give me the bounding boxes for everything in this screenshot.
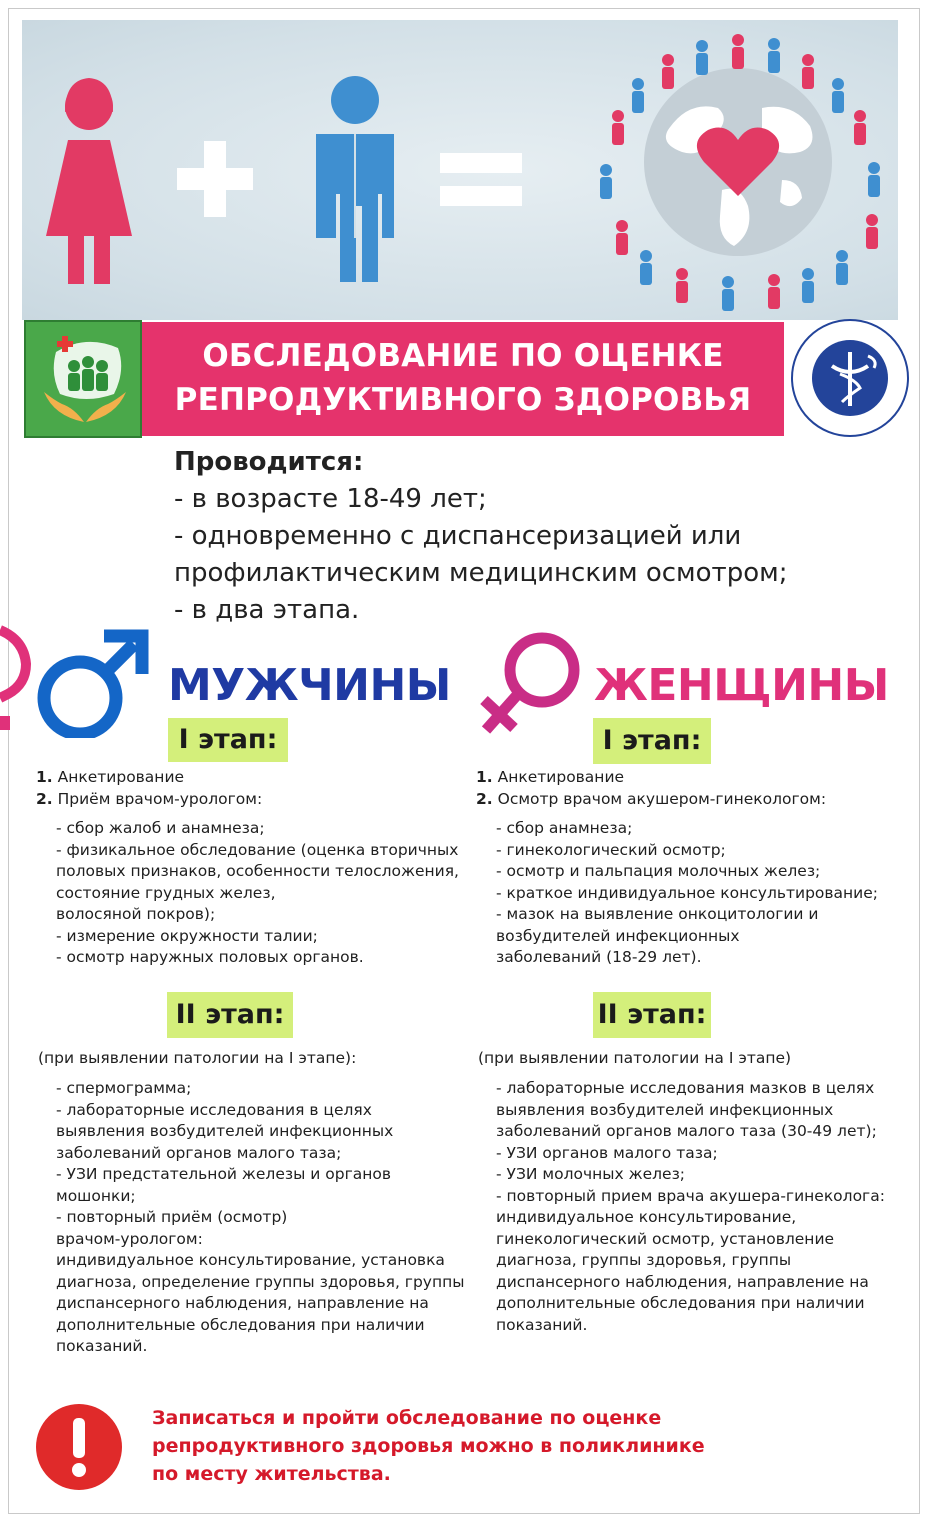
list-item: - сбор анамнеза; — [496, 819, 633, 837]
intro-line: - в два этапа. — [174, 595, 360, 625]
list-item: - УЗИ предстательной железы и органов — [56, 1165, 391, 1183]
list-item: врачом-урологом: — [56, 1229, 203, 1248]
list-item: индивидуальное консультирование, установка — [56, 1251, 445, 1269]
footer-line: репродуктивного здоровья можно в поликлинике — [152, 1435, 705, 1457]
list-item: - лабораторные исследования мазков в целях — [496, 1079, 875, 1097]
women-stage-2-label: II этап: — [593, 992, 711, 1038]
men-stage-1-list — [36, 767, 262, 810]
globe-heart-icon — [600, 34, 880, 311]
list-item: - повторный приём (осмотр) — [56, 1208, 288, 1226]
list-item: заболеваний органов малого таза; — [56, 1143, 342, 1162]
list-item: - измерение окружности талии; — [56, 926, 318, 945]
list-item: показаний. — [496, 1315, 588, 1334]
list-item: 1. Анкетирование — [476, 768, 625, 786]
list-item: выявления возбудителей инфекционных — [496, 1100, 834, 1119]
list-item: заболеваний (18-29 лет). — [496, 948, 702, 966]
men-stage-2-label: II этап: — [167, 992, 293, 1038]
list-item: волосяной покров); — [56, 905, 216, 923]
organization-logo — [24, 320, 142, 438]
man-icon — [316, 76, 394, 282]
female-symbol-icon — [470, 630, 588, 738]
list-item: - гинекологический осмотр; — [496, 840, 726, 859]
list-item: показаний. — [56, 1337, 148, 1355]
list-item: гинекологический осмотр, установление — [496, 1229, 835, 1248]
list-item: - осмотр наружных половых органов. — [56, 948, 364, 966]
list-item: - сбор жалоб и анамнеза; — [56, 819, 265, 837]
footer-line: по месту жительства. — [152, 1463, 391, 1485]
list-item: возбудителей инфекционных — [496, 926, 740, 945]
list-item: половых признаков, особенности телосложения, — [56, 862, 459, 880]
men-stage-2-details — [56, 1078, 464, 1358]
women-stage-2-condition: (при выявлении патологии на I этапе) — [478, 1049, 792, 1067]
list-item: - мазок на выявление онкоцитологии и — [496, 905, 819, 923]
plus-icon — [177, 141, 253, 217]
banner-illustration — [22, 20, 898, 320]
footer-line: Записаться и пройти обследование по оценке — [152, 1407, 662, 1429]
list-item: - спермограмма; — [56, 1079, 192, 1097]
men-stage-2-condition: (при выявлении патологии на I этапе): — [38, 1049, 357, 1067]
page-title-line-2: РЕПРОДУКТИВНОГО ЗДОРОВЬЯ — [174, 382, 752, 418]
equals-icon — [440, 153, 522, 206]
list-item: - УЗИ молочных желез; — [496, 1165, 686, 1183]
list-item: 1. Анкетирование — [36, 768, 185, 786]
page-title-line-1: ОБСЛЕДОВАНИЕ ПО ОЦЕНКЕ — [202, 338, 724, 374]
intro-text — [174, 444, 894, 629]
list-item: - осмотр и пальпация молочных желез; — [496, 862, 821, 880]
list-item: выявления возбудителей инфекционных — [56, 1122, 394, 1140]
intro-heading: Проводится: — [174, 447, 364, 477]
intro-line: - одновременно с диспансеризацией или — [174, 521, 742, 551]
women-stage-1-list — [476, 767, 826, 810]
list-item: диспансерного наблюдения, направление на — [56, 1294, 429, 1312]
list-item: - УЗИ органов малого таза; — [496, 1143, 718, 1162]
list-item: - краткое индивидуальное консультирование; — [496, 883, 879, 902]
exclamation-icon — [36, 1404, 122, 1490]
list-item: диагноза, группы здоровья, группы — [496, 1251, 792, 1269]
list-item: диспансерного наблюдения, направление на — [496, 1272, 869, 1291]
men-stage-1-label: I этап: — [168, 718, 288, 762]
list-item: диагноза, определение группы здоровья, группы — [56, 1272, 465, 1291]
list-item: 2. Осмотр врачом акушером-гинекологом: — [476, 789, 827, 808]
list-item: дополнительные обследования при наличии — [56, 1315, 425, 1334]
list-item: дополнительные обследования при наличии — [496, 1294, 865, 1312]
women-stage-1-label: I этап: — [593, 718, 711, 764]
list-item: - физикальное обследование (оценка вторичных — [56, 840, 459, 859]
title-banner — [142, 322, 784, 436]
male-symbol-icon — [0, 618, 160, 738]
list-item: заболеваний органов малого таза (30-49 лет); — [496, 1122, 877, 1140]
men-title: МУЖЧИНЫ — [168, 660, 451, 711]
list-item: индивидуальное консультирование, — [496, 1208, 797, 1226]
list-item: мошонки; — [56, 1186, 136, 1205]
intro-line: профилактическим медицинским осмотром; — [174, 558, 788, 588]
list-item: состояние грудных желез, — [56, 883, 276, 902]
list-item: - повторный прием врача акушера-гинеколога: — [496, 1186, 885, 1205]
women-stage-1-details — [496, 818, 878, 969]
women-title: ЖЕНЩИНЫ — [594, 660, 889, 711]
women-stage-2-details — [496, 1078, 885, 1336]
list-item: 2. Приём врачом-урологом: — [36, 789, 263, 808]
list-item: - лабораторные исследования в целях — [56, 1100, 372, 1119]
woman-icon — [46, 78, 132, 284]
men-stage-1-details — [56, 818, 459, 969]
footer-notice — [152, 1404, 705, 1488]
intro-line: - в возрасте 18-49 лет; — [174, 484, 487, 514]
ministry-logo — [786, 316, 914, 440]
